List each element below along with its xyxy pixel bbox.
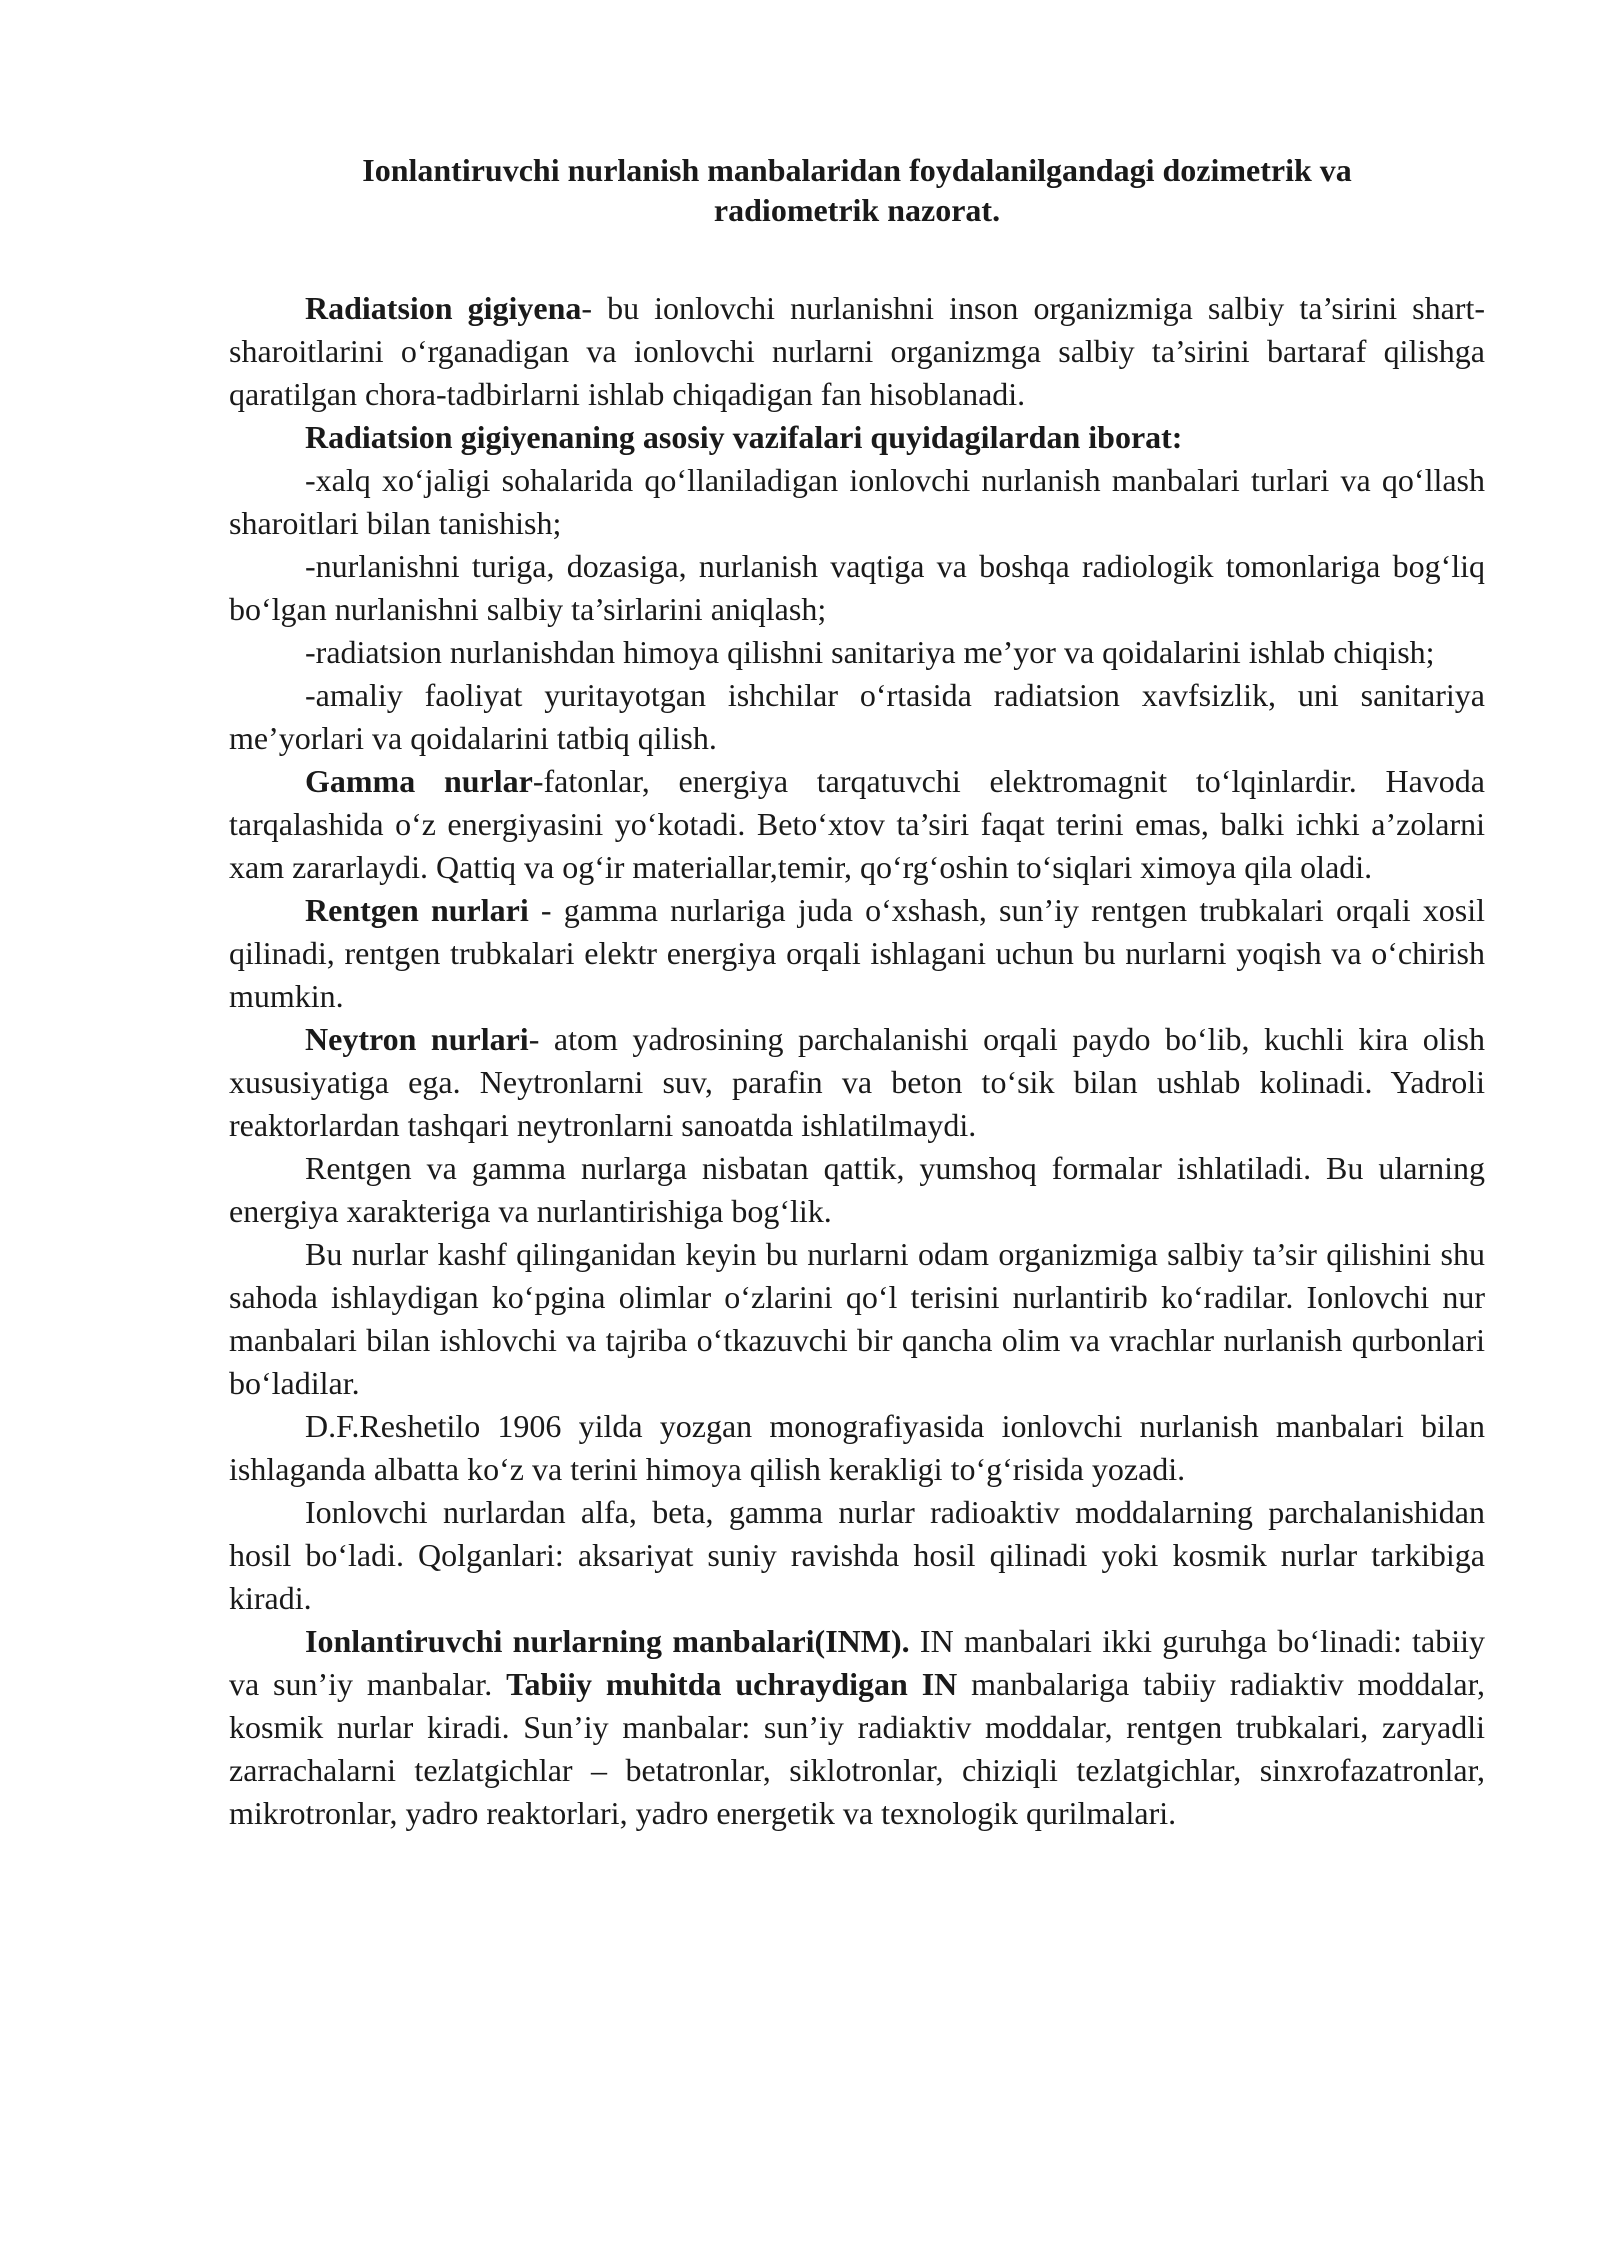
term-bold: Rentgen nurlari — [305, 892, 529, 928]
term-bold: Neytron nurlari — [305, 1021, 529, 1057]
paragraph-text: Ionlovchi nurlardan alfa, beta, gamma nurlar radioaktiv moddalarning parchalanishidan hosil bo‘ladi. Qolganlari: aksariyat suniy ravishda hosil qilinadi yoki kosmik nurlar tarkibiga kiradi. — [229, 1494, 1485, 1616]
paragraph-formalar — [229, 1147, 1485, 1233]
paragraph-text: - gamma nurlariga juda o‘xshash, sun’iy rentgen trubkalari orqali xosil qilinadi, rentgen trubkalari elektr energiya orqali ishlagani uchun bu nurlarni yoqish va o‘chirish mumkin. — [229, 892, 1486, 1014]
paragraph-gamma-nurlar — [229, 760, 1485, 889]
title-line-1: Ionlantiruvchi nurlanish manbalaridan foydalanilgandagi dozimetrik va — [362, 152, 1352, 188]
paragraph-text: IN manbalari ikki guruhga bo‘linadi: tabiiy va sun’iy manbalar. — [229, 1623, 1486, 1702]
term-bold: Gamma nurlar — [305, 763, 533, 799]
paragraph-text: Rentgen va gamma nurlarga nisbatan qattik, yumshoq formalar ishlatiladi. Bu ularning energiya xarakteriga va nurlantirishiga bog‘lik. — [229, 1150, 1485, 1229]
paragraph-radiatsion-gigiyena — [229, 287, 1485, 416]
paragraph-alfa-beta-gamma — [229, 1491, 1485, 1620]
term-bold: Ionlantiruvchi nurlarning manbalari(INM). — [305, 1623, 910, 1659]
paragraph-text: manbalariga tabiiy radiaktiv moddalar, kosmik nurlar kiradi. Sun’iy manbalar: sun’iy radiaktiv moddalar, rentgen trubkalari, zaryadli zarrachalarni tezlatgichlar – betatronlar, siklotronlar, chiziqli tezlatgichlar, sinxrofazatronlar, mikrotronlar, yadro reaktorlari, yadro energetik va texnologik qurilmalari. — [229, 1666, 1486, 1831]
document-page — [229, 150, 1485, 1835]
paragraph-inm-manbalari — [229, 1620, 1485, 1835]
list-item-tanishish — [229, 459, 1485, 545]
paragraph-text: -xalq xo‘jaligi sohalarida qo‘llaniladigan ionlovchi nurlanish manbalari turlari va qo‘llash sharoitlari bilan tanishish; — [229, 462, 1485, 541]
paragraph-text: D.F.Reshetilo 1906 yilda yozgan monografiyasida ionlovchi nurlanish manbalari bilan ishlaganda albatta ko‘z va terini himoya qilish kerakligi to‘g‘risida yozadi. — [229, 1408, 1485, 1487]
paragraph-neytron-nurlari — [229, 1018, 1485, 1147]
paragraph-text: Bu nurlar kashf qilinganidan keyin bu nurlarni odam organizmiga salbiy ta’sir qilishini shu sahoda ishlaydigan ko‘pgina olimlar o‘zlarini qo‘l terisini nurlantirib ko‘radilar. Ionlovchi nur manbalari bilan ishlovchi va tajriba o‘tkazuvchi bir qancha olim va vrachlar nurlanish qurbonlari bo‘ladilar. — [229, 1236, 1485, 1401]
paragraph-text: - atom yadrosining parchalanishi orqali paydo bo‘lib, kuchli kira olish xususiyatiga ega. Neytronlarni suv, parafin va beton to‘sik bilan ushlab kolinadi. Yadroli reaktorlardan tashqari neytronlarni sanoatda ishlatilmaydi. — [229, 1021, 1486, 1143]
paragraph-kashf — [229, 1233, 1485, 1405]
paragraph-text: -amaliy faoliyat yuritayotgan ishchilar o‘rtasida radiatsion xavfsizlik, uni sanitariya me’yorlari va qoidalarini tatbiq qilish. — [229, 677, 1485, 756]
list-item-aniqlash — [229, 545, 1485, 631]
paragraph-text: -radiatsion nurlanishdan himoya qilishni sanitariya me’yor va qoidalarini ishlab chiqish; — [305, 634, 1435, 670]
paragraph-text: - bu ionlovchi nurlanishni inson organizmiga salbiy ta’sirini shart-sharoitlarini o‘rganadigan va ionlovchi nurlarni organizmga salbiy ta’sirini bartaraf qilishga qaratilgan chora-tadbirlarni ishlab chiqadigan fan hisoblanadi. — [229, 290, 1486, 412]
list-item-ishlab-chiqish — [229, 631, 1485, 674]
paragraph-vazifalar-heading — [229, 416, 1485, 459]
term-bold: Tabiiy muhitda uchraydigan IN — [506, 1666, 958, 1702]
title-line-2: radiometrik nazorat. — [713, 192, 1001, 228]
list-item-tatbiq — [229, 674, 1485, 760]
paragraph-reshetilo — [229, 1405, 1485, 1491]
paragraph-rentgen-nurlari — [229, 889, 1485, 1018]
term-bold: Radiatsion gigiyena — [305, 290, 582, 326]
term-bold: Radiatsion gigiyenaning asosiy vazifalari quyidagilardan iborat: — [305, 419, 1183, 455]
document-title — [229, 150, 1485, 230]
paragraph-text: -nurlanishni turiga, dozasiga, nurlanish vaqtiga va boshqa radiologik tomonlariga bog‘liq bo‘lgan nurlanishni salbiy ta’sirlarini aniqlash; — [229, 548, 1485, 627]
paragraph-text: -fatonlar, energiya tarqatuvchi elektromagnit to‘lqinlardir. Havoda tarqalashida o‘z energiyasini yo‘kotadi. Beto‘xtov ta’siri faqat terini emas, balki ichki a’zolarni xam zararlaydi. Qattiq va og‘ir materiallar,temir, qo‘rg‘oshin to‘siqlari ximoya qila oladi. — [229, 763, 1486, 885]
